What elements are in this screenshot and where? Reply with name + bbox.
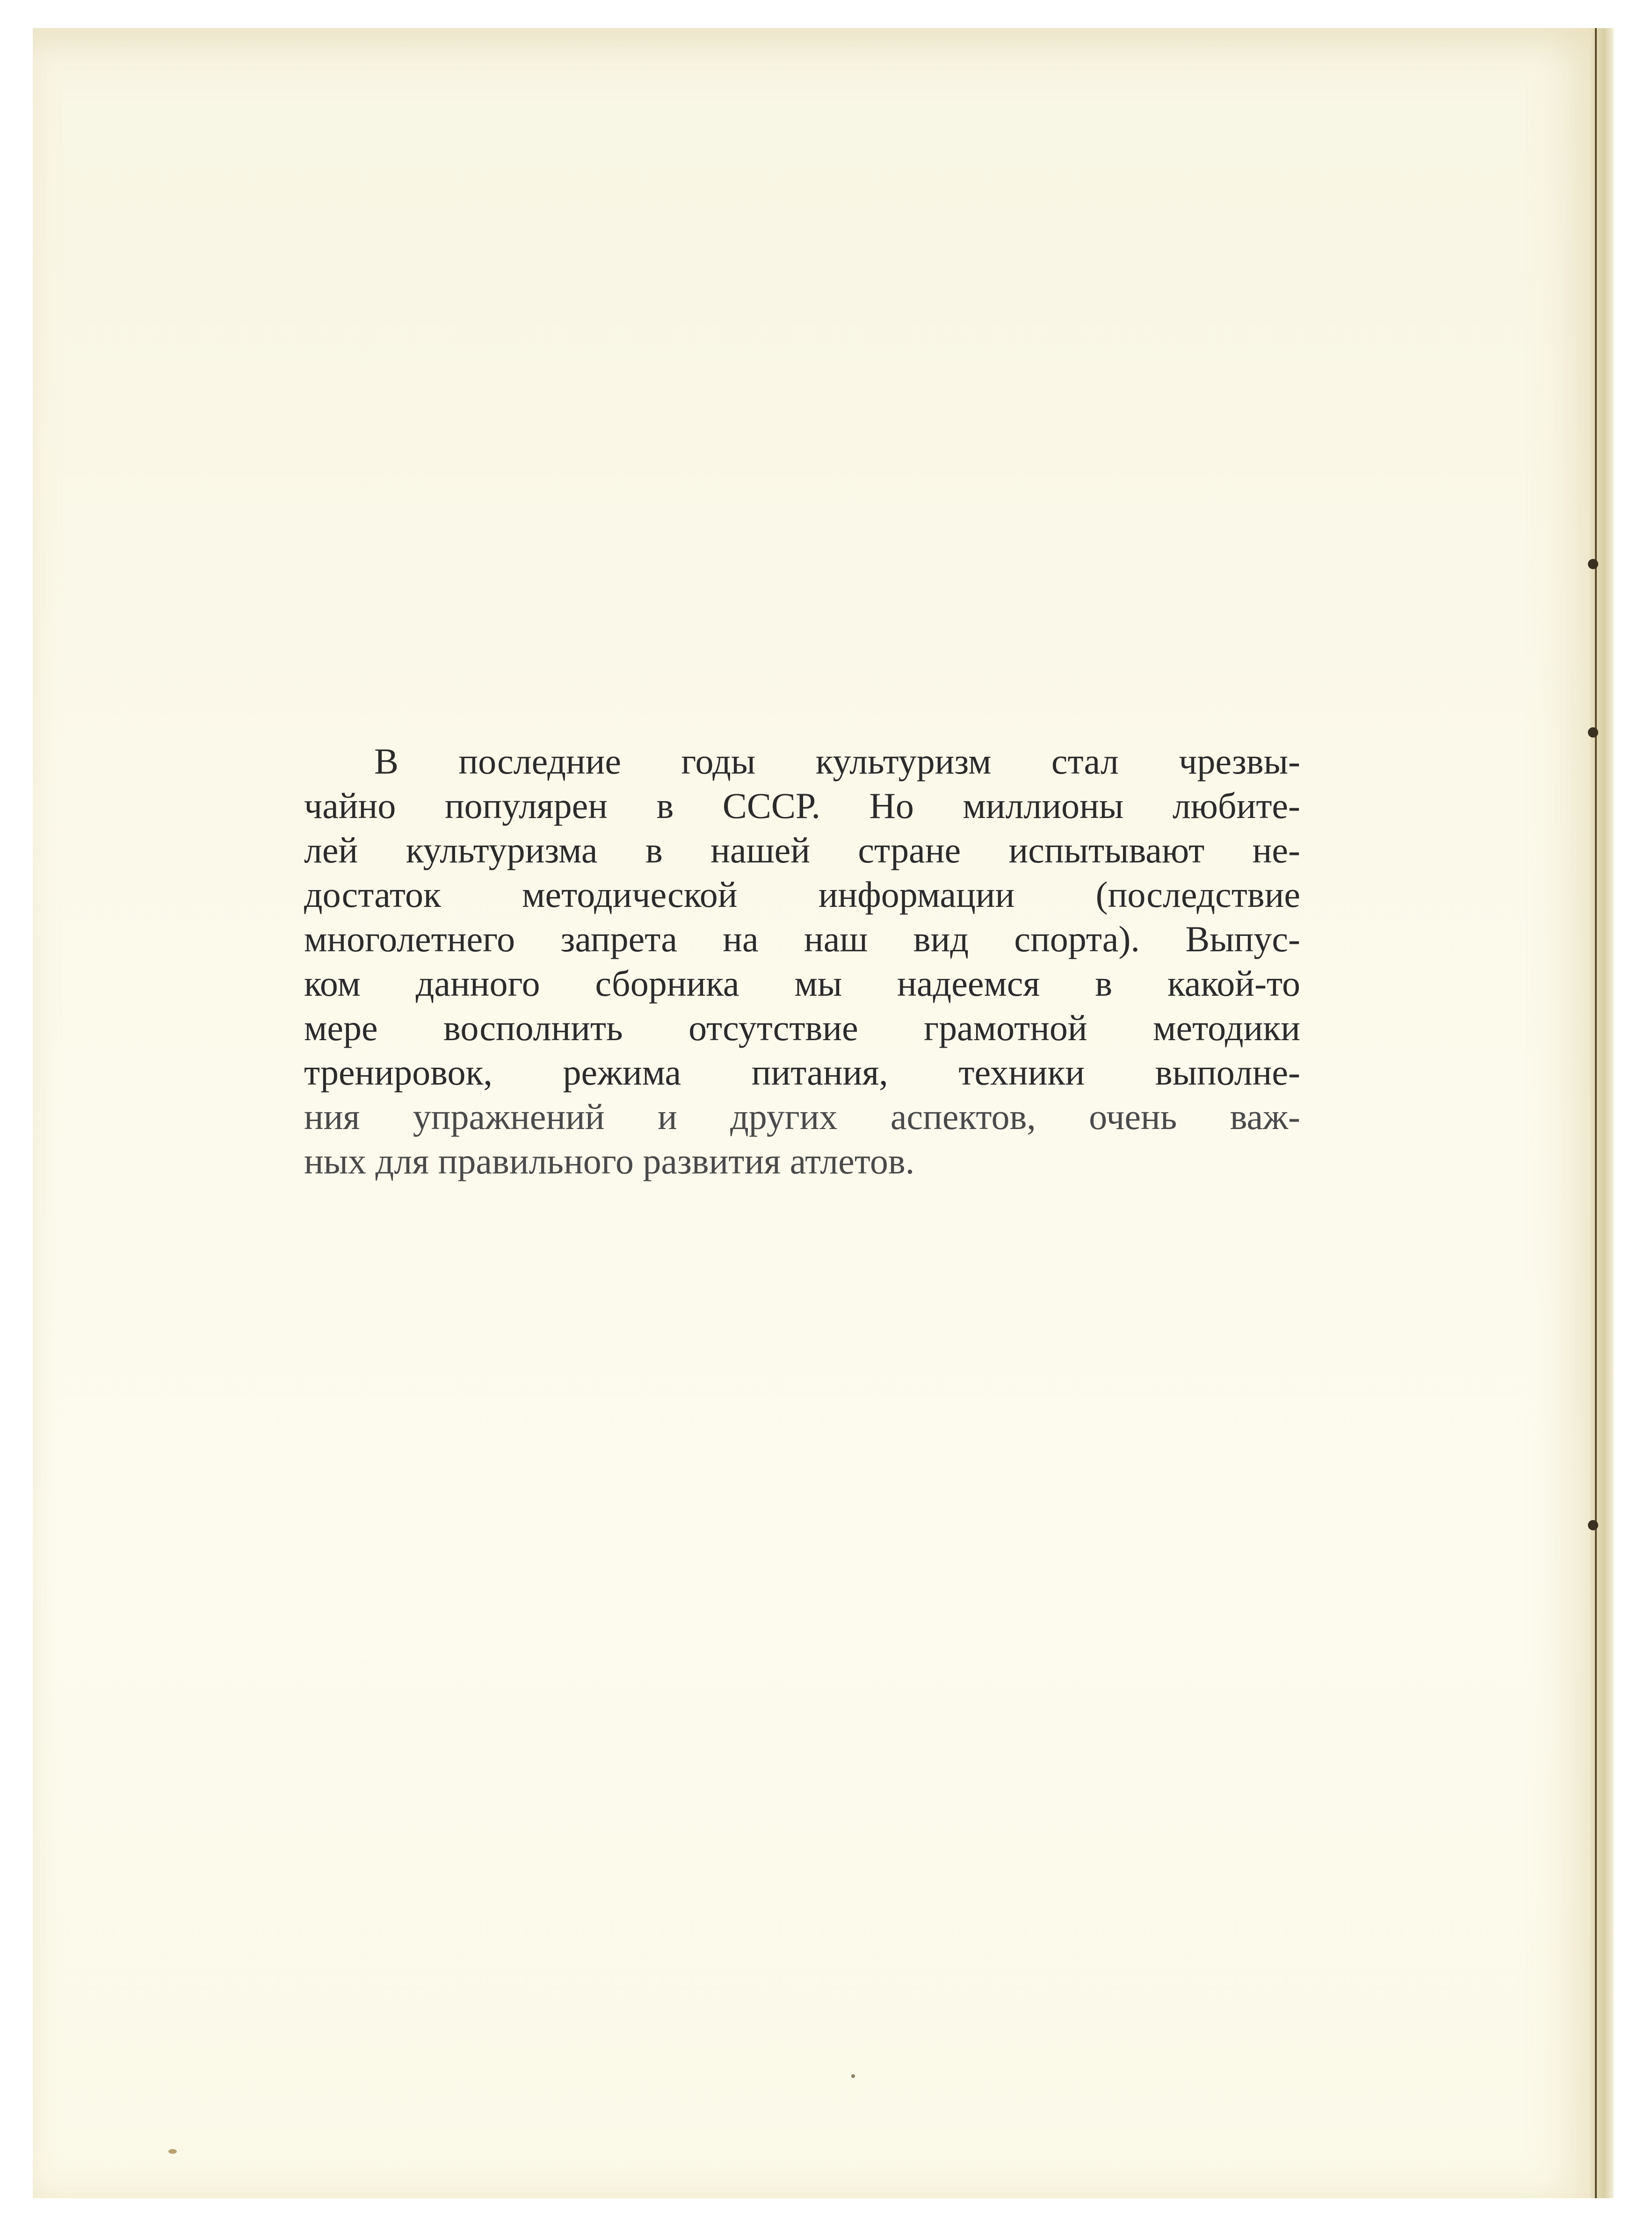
page-edge [1590,28,1614,2198]
paragraph-line: чайно популярен в СССР. Но миллионы любите- [304,785,1300,826]
paragraph-line: ных для правильного развития атлетов. [304,1141,915,1181]
staple-mark [1588,1520,1598,1530]
paragraph-line: В последние годы культуризм стал чрезвы- [374,741,1300,782]
paragraph-line: мере восполнить отсутствие грамотной методики [304,1007,1300,1048]
paragraph-line: лей культуризма в нашей стране испытывают не- [304,830,1300,870]
staple-mark [1588,559,1598,569]
paragraph-line: достаток методической информации (последствие [304,874,1300,915]
intro-paragraph [304,739,1300,1183]
print-speck [168,2149,177,2154]
paragraph-line: многолетнего запрета на наш вид спорта). Выпус- [304,919,1300,959]
paragraph-line: тренировок, режима питания, техники выполне- [304,1052,1300,1093]
staple-mark [1588,727,1598,738]
paragraph-line: ния упражнений и других аспектов, очень важ- [304,1096,1300,1137]
paragraph-line: ком данного сборника мы надеемся в какой-то [304,963,1300,1004]
print-speck [851,2074,855,2078]
binding-line [1595,28,1597,2198]
